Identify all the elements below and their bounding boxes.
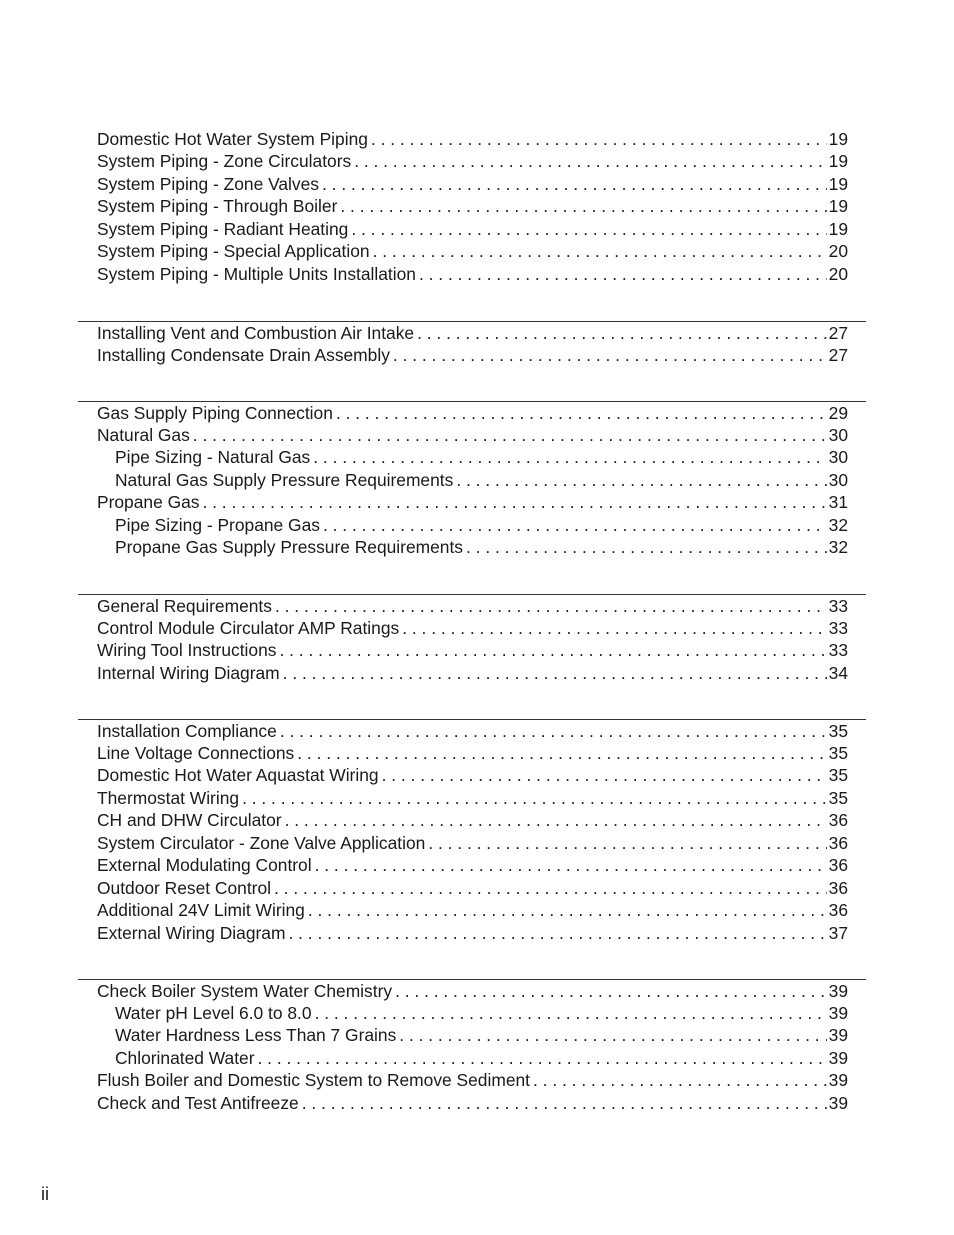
dot-leader [308,899,827,921]
page-number: ii [41,1184,49,1204]
entry-title: Domestic Hot Water System Piping [97,129,368,149]
dot-leader [428,832,826,854]
entry-title: Line Voltage Connections [97,742,295,763]
entry-page-number: 35 [828,720,848,741]
dot-leader [417,322,827,344]
toc-entry[interactable] [97,809,848,831]
dot-leader [302,1092,827,1114]
dot-leader [313,446,826,468]
toc-entry[interactable] [97,1069,848,1091]
dot-leader [399,1024,826,1046]
toc-entry[interactable] [97,195,848,217]
entry-title: System Piping - Special Application [97,241,370,262]
entry-title: Propane Gas [97,492,200,513]
entry-page-number: 34 [828,662,848,683]
dot-leader [274,877,827,899]
entry-title: Additional 24V Limit Wiring [97,900,305,921]
entry-title: General Requirements [97,595,272,616]
toc-subentry[interactable] [115,514,848,536]
dot-leader [283,662,827,684]
entry-page-number: 35 [828,742,848,763]
toc-entry[interactable] [97,344,848,366]
dot-leader [466,536,827,558]
entry-title: CH and DHW Circulator [97,810,282,831]
dot-leader [315,1002,827,1024]
entry-page-number: 39 [828,1047,848,1068]
entry-page-number: 36 [828,832,848,853]
entry-title: Check and Test Antifreeze [97,1092,299,1113]
entry-title: System Piping - Multiple Units Installation [97,263,416,284]
entry-page-number: 39 [828,1070,848,1091]
entry-title: Pipe Sizing - Natural Gas [115,447,311,468]
toc-entry[interactable] [97,742,848,764]
entry-page-number: 30 [828,447,848,468]
dot-leader [288,922,826,944]
entry-page-number: 36 [828,855,848,876]
entry-title: Wiring Tool Instructions [97,640,277,661]
toc-subentry[interactable] [115,446,848,468]
toc-entry[interactable] [97,595,848,617]
dot-leader [382,764,827,786]
toc-entry[interactable] [97,980,848,1002]
dot-leader [371,128,827,150]
toc-entry[interactable] [97,787,848,809]
toc-entry[interactable] [97,1092,848,1114]
toc-entry[interactable] [97,424,848,446]
toc-entry[interactable] [97,173,848,195]
toc-entry[interactable] [97,128,848,150]
dot-leader [354,150,826,172]
entry-page-number: 20 [828,241,848,262]
entry-title: Pipe Sizing - Propane Gas [115,514,320,535]
entry-page-number: 36 [828,877,848,898]
entry-page-number: 33 [828,640,848,661]
entry-page-number: 30 [828,469,848,490]
entry-title: System Piping - Zone Valves [97,173,319,194]
dot-leader [280,720,827,742]
entry-page-number: 32 [828,537,848,558]
entry-title: System Piping - Zone Circulators [97,151,352,172]
entry-page-number: 19 [828,196,848,217]
entry-title: Installation Compliance [97,720,277,741]
entry-title: Natural Gas Supply Pressure Requirements [115,469,454,490]
entry-page-number: 33 [828,617,848,638]
dot-leader [242,787,827,809]
entry-page-number: 19 [828,129,848,149]
toc-entry[interactable] [97,877,848,899]
toc-entry[interactable] [97,402,848,424]
dot-leader [373,240,827,262]
entry-page-number: 39 [828,980,848,1001]
toc-entry[interactable] [97,617,848,639]
toc-entry[interactable] [97,218,848,240]
entry-title: Natural Gas [97,424,190,445]
entry-page-number: 29 [828,402,848,423]
entry-title: System Circulator - Zone Valve Application [97,832,426,853]
toc-subentry[interactable] [115,469,848,491]
entry-page-number: 27 [828,344,848,365]
entry-title: Domestic Hot Water Aquastat Wiring [97,765,379,786]
toc-entry[interactable] [97,922,848,944]
entry-page-number: 30 [828,424,848,445]
dot-leader [533,1069,827,1091]
dot-leader [315,854,827,876]
entry-title: System Piping - Radiant Heating [97,218,349,239]
dot-leader [336,402,827,424]
entry-page-number: 35 [828,787,848,808]
entry-title: Installing Condensate Drain Assembly [97,344,390,365]
dot-leader [456,469,826,491]
entry-page-number: 39 [828,1092,848,1113]
entry-title: Installing Vent and Combustion Air Intake [97,322,415,343]
entry-page-number: 33 [828,595,848,616]
entry-title: Chlorinated Water [115,1047,255,1068]
entry-title: External Modulating Control [97,855,312,876]
entry-page-number: 19 [828,173,848,194]
toc-entry[interactable] [97,240,848,262]
entry-title: Check Boiler System Water Chemistry [97,980,393,1001]
dot-leader [351,218,826,240]
entry-title: Internal Wiring Diagram [97,662,280,683]
dot-leader [419,263,827,285]
dot-leader [258,1047,827,1069]
entry-title: System Piping - Through Boiler [97,196,338,217]
dot-leader [393,344,827,366]
entry-title: Gas Supply Piping Connection [97,402,333,423]
entry-title: Water pH Level 6.0 to 8.0 [115,1002,312,1023]
toc-subentry[interactable] [115,1002,848,1024]
toc-entry[interactable] [97,764,848,786]
toc-entry[interactable] [97,322,848,344]
dot-leader [202,491,826,513]
dot-leader [340,195,826,217]
entry-page-number: 39 [828,1025,848,1046]
dot-leader [395,980,827,1002]
entry-page-number: 39 [828,1002,848,1023]
dot-leader [297,742,826,764]
entry-title: Water Hardness Less Than 7 Grains [115,1025,397,1046]
dot-leader [275,595,827,617]
dot-leader [323,514,827,536]
dot-leader [279,639,826,661]
entry-page-number: 19 [828,218,848,239]
toc-entry[interactable] [97,150,848,172]
toc-entry[interactable] [97,263,848,285]
dot-leader [402,617,826,639]
entry-page-number: 20 [828,263,848,284]
entry-page-number: 36 [828,810,848,831]
dot-leader [322,173,827,195]
entry-page-number: 36 [828,900,848,921]
toc-entry[interactable] [97,639,848,661]
toc-entry[interactable] [97,832,848,854]
dot-leader [285,809,827,831]
toc-entry[interactable] [97,491,848,513]
entry-page-number: 35 [828,765,848,786]
toc-subentry[interactable] [115,536,848,558]
entry-page-number: 27 [828,322,848,343]
entry-title: Flush Boiler and Domestic System to Remove Sediment [97,1070,531,1091]
toc-entry[interactable] [97,854,848,876]
entry-title: Propane Gas Supply Pressure Requirements [115,537,463,558]
toc-entry[interactable] [97,899,848,921]
entry-page-number: 32 [828,514,848,535]
toc-subentry[interactable] [115,1047,848,1069]
toc-entry[interactable] [97,720,848,742]
entry-title: External Wiring Diagram [97,922,286,943]
entry-title: Control Module Circulator AMP Ratings [97,617,400,638]
entry-page-number: 31 [828,492,848,513]
toc-entry[interactable] [97,662,848,684]
entry-page-number: 37 [828,922,848,943]
entry-title: Thermostat Wiring [97,787,240,808]
entry-title: Outdoor Reset Control [97,877,271,898]
entry-page-number: 19 [828,151,848,172]
dot-leader [193,424,827,446]
toc-subentry[interactable] [115,1024,848,1046]
